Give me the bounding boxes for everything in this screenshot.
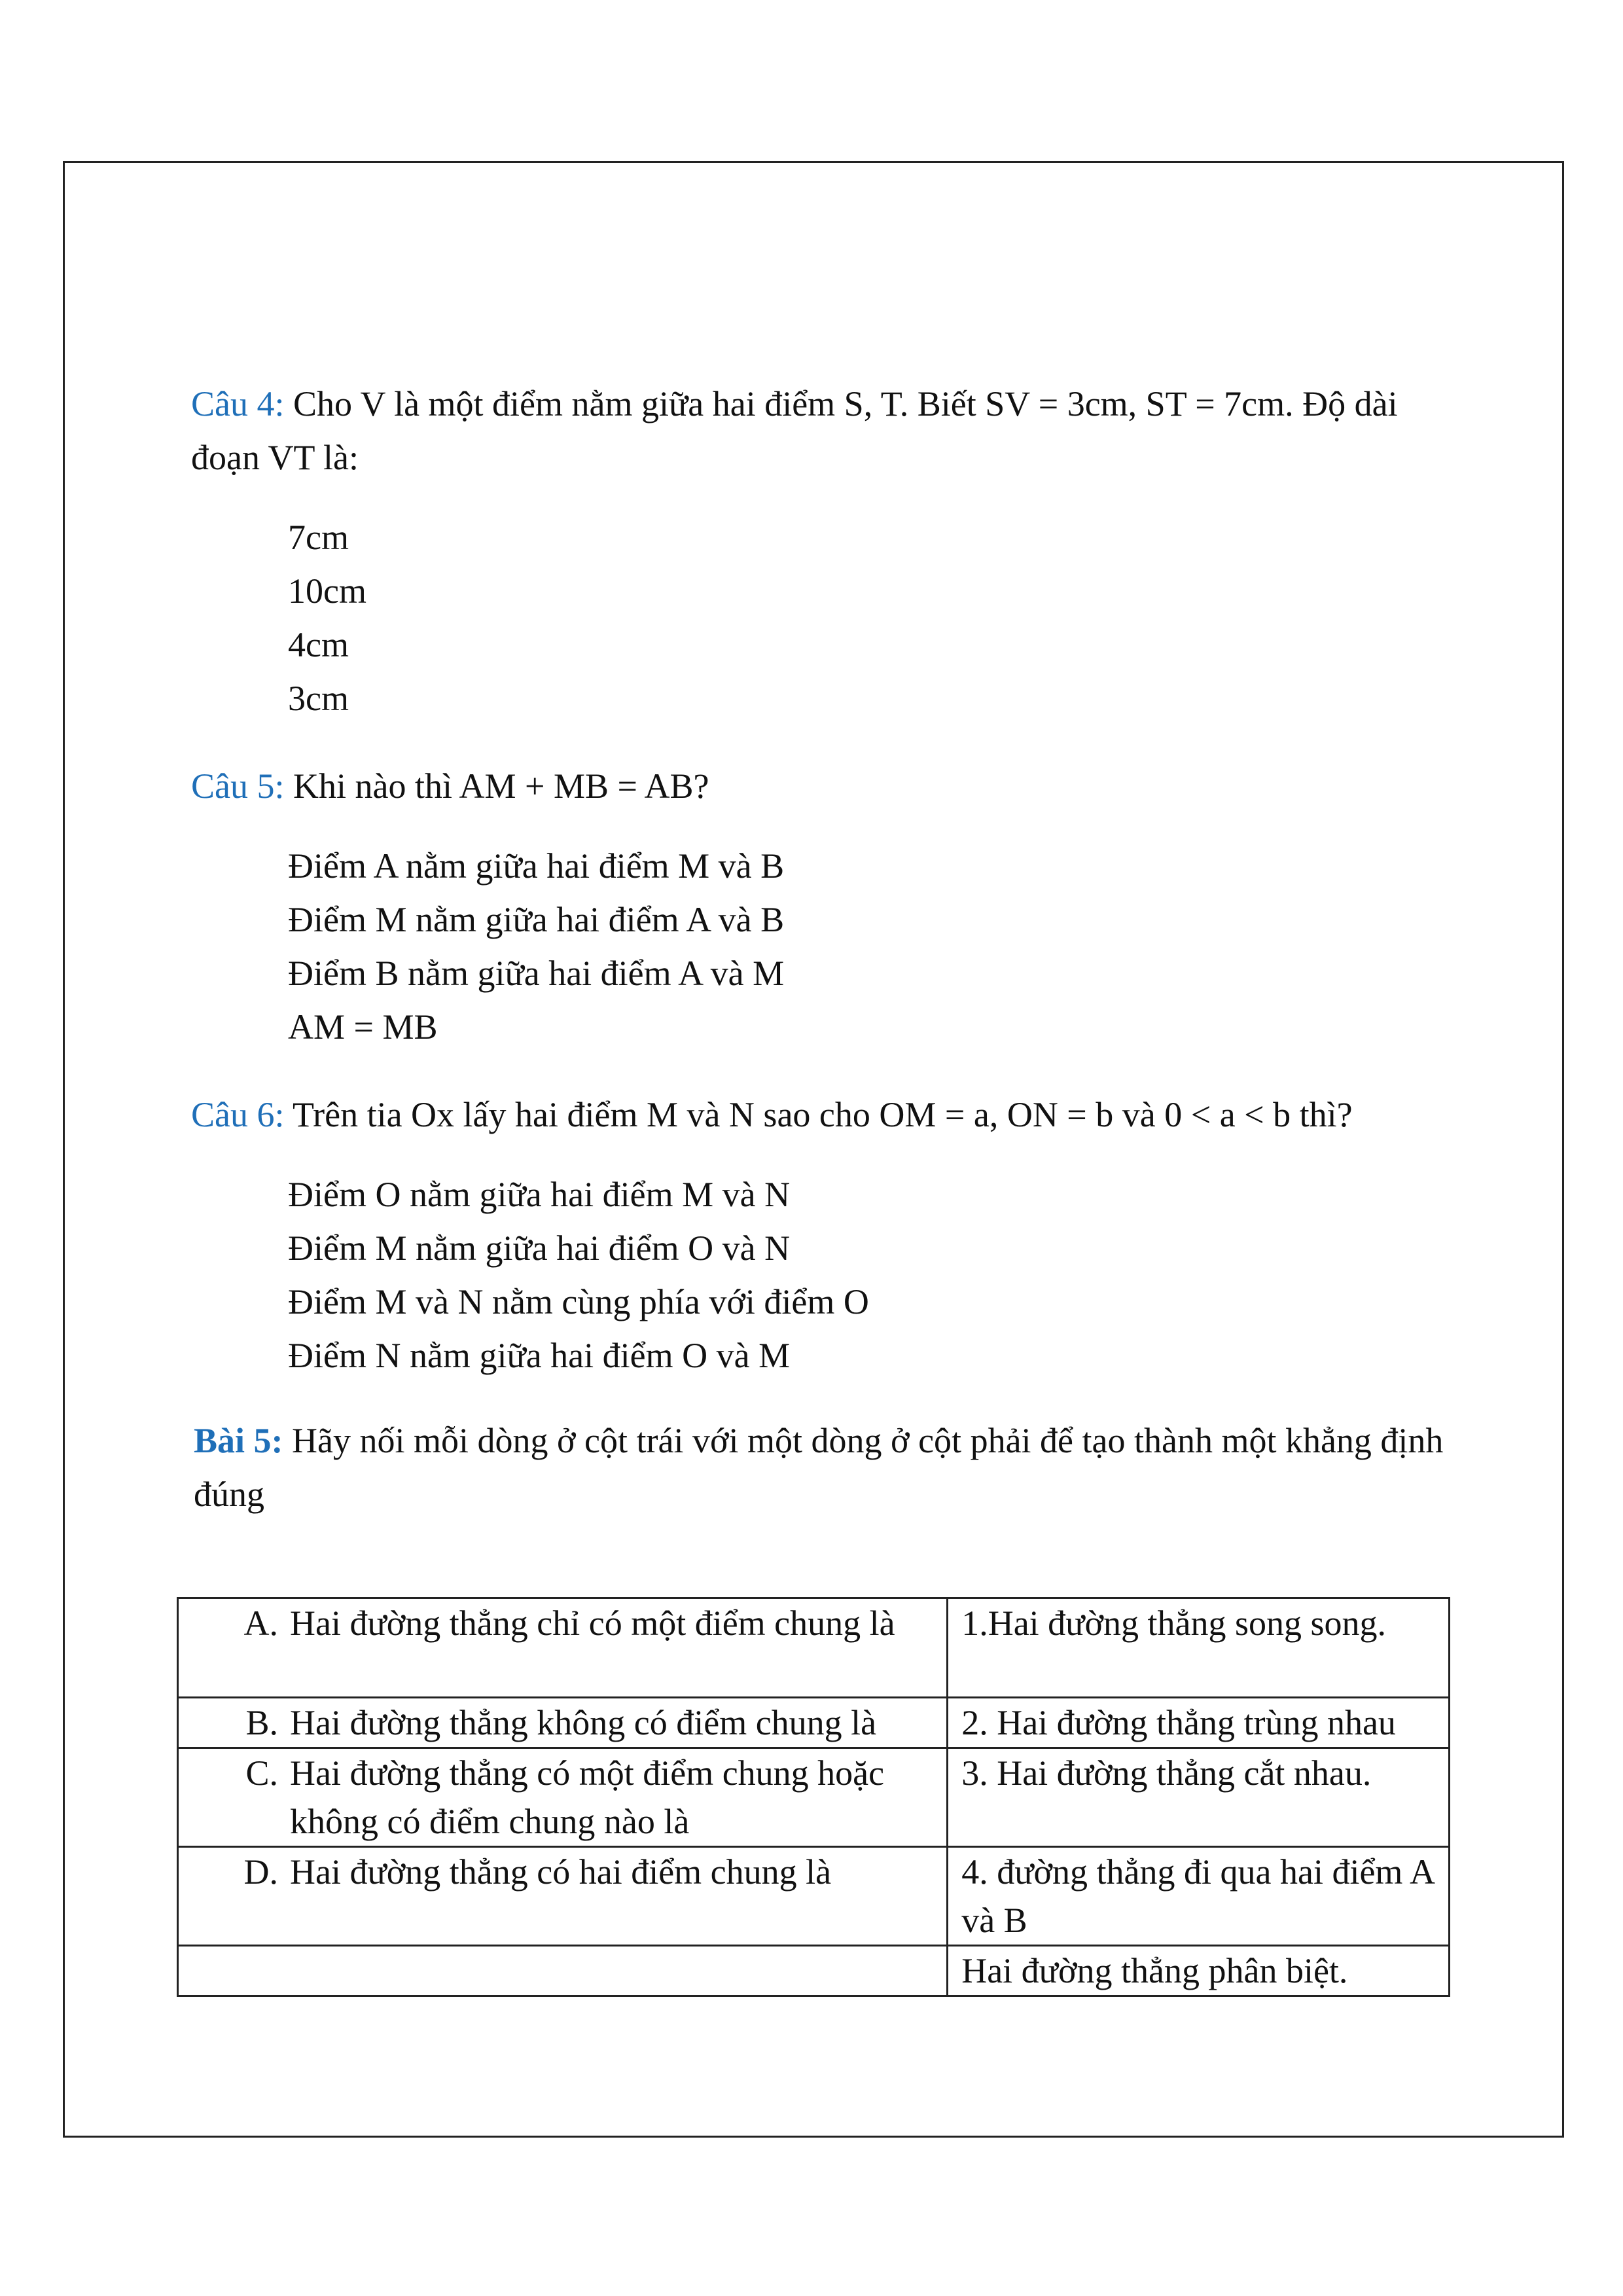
row-left-text: Hai đường thẳng chỉ có một điểm chung là (290, 1604, 895, 1643)
table-cell-left (178, 1698, 948, 1748)
question-4 (191, 377, 1461, 725)
table-cell-right: 4. đường thẳng đi qua hai điểm A và B (948, 1847, 1450, 1946)
question-5-option[interactable]: AM = MB (288, 1007, 438, 1047)
question-5-stem (191, 759, 1461, 813)
question-6-option[interactable]: Điểm M nằm giữa hai điểm O và N (288, 1229, 791, 1268)
table-cell-right: Hai đường thẳng phân biệt. (948, 1946, 1450, 1996)
row-letter: D. (243, 1852, 278, 1892)
table-cell-right: 2. Hai đường thẳng trùng nhau (948, 1698, 1450, 1748)
question-6-option[interactable]: Điểm N nằm giữa hai điểm O và M (288, 1336, 791, 1375)
question-6-options (288, 1168, 1461, 1382)
question-4-option[interactable]: 3cm (288, 679, 349, 718)
row-left-text: Hai đường thẳng không có điểm chung là (290, 1703, 877, 1742)
question-6 (191, 1088, 1461, 1382)
question-4-stem (191, 377, 1461, 484)
row-letter: C. (245, 1753, 278, 1793)
table-cell-left (178, 1847, 948, 1946)
bai-5-text: Hãy nối mỗi dòng ở cột trái với một dòng ở cột phải để tạo thành một khẳng định đúng (194, 1421, 1444, 1514)
bai-5-heading (191, 1414, 1461, 1521)
question-6-option[interactable]: Điểm M và N nằm cùng phía với điểm O (288, 1282, 869, 1321)
table-row (178, 1698, 1450, 1748)
bai-5-label: Bài 5: (194, 1421, 283, 1460)
question-4-option[interactable]: 4cm (288, 625, 349, 664)
question-5-options (288, 839, 1461, 1054)
row-left-text: Hai đường thẳng có hai điểm chung là (290, 1852, 832, 1892)
question-6-option[interactable]: Điểm O nằm giữa hai điểm M và N (288, 1175, 791, 1214)
table-row (178, 1847, 1450, 1946)
table-cell-left (178, 1748, 948, 1847)
question-4-label: Câu 4: (191, 384, 285, 423)
question-6-stem (191, 1088, 1461, 1141)
table-row (178, 1748, 1450, 1847)
question-4-options (288, 511, 1461, 725)
table-cell-left (178, 1598, 948, 1698)
table-cell-right: 1.Hai đường thẳng song song. (948, 1598, 1450, 1698)
question-5-label: Câu 5: (191, 766, 285, 806)
row-left-text: Hai đường thẳng có một điểm chung hoặc không có điểm chung nào là (290, 1753, 885, 1841)
table-cell-left (178, 1946, 948, 1996)
question-5 (191, 759, 1461, 1054)
question-5-text: Khi nào thì AM + MB = AB? (293, 766, 709, 806)
question-4-option[interactable]: 10cm (288, 571, 366, 611)
question-6-text: Trên tia Ox lấy hai điểm M và N sao cho OM = a, ON = b và 0 < a < b thì? (293, 1095, 1353, 1134)
table-row (178, 1598, 1450, 1698)
question-5-option[interactable]: Điểm A nằm giữa hai điểm M và B (288, 846, 785, 886)
question-5-option[interactable]: Điểm B nằm giữa hai điểm A và M (288, 954, 785, 993)
row-letter: B. (245, 1703, 278, 1742)
question-5-option[interactable]: Điểm M nằm giữa hai điểm A và B (288, 900, 785, 939)
question-4-text: Cho V là một điểm nằm giữa hai điểm S, T. Biết SV = 3cm, ST = 7cm. Độ dài đoạn VT là: (191, 384, 1398, 477)
table-row (178, 1946, 1450, 1996)
table-cell-right: 3. Hai đường thẳng cắt nhau. (948, 1748, 1450, 1847)
document-content (191, 377, 1461, 1521)
question-6-label: Câu 6: (191, 1095, 285, 1134)
question-4-option[interactable]: 7cm (288, 518, 349, 557)
row-letter: A. (243, 1604, 278, 1643)
matching-table (177, 1597, 1450, 1997)
